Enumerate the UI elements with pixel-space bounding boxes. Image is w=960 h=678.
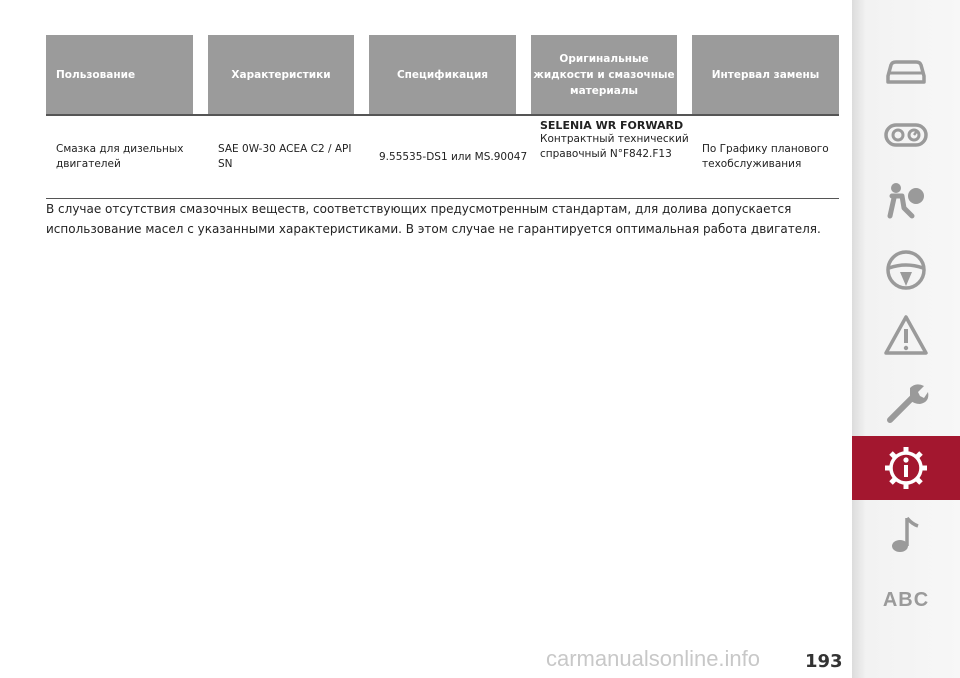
watermark: carmanualsonline.info [546,646,761,671]
cell-interval: По Графику планового техобслуживания [702,143,829,170]
sidebar-item-multimedia[interactable] [852,502,960,566]
header-interval: Интервал замены [692,35,839,114]
steering-wheel-icon [882,246,930,294]
sidebar-item-car[interactable] [852,38,960,102]
cell-characteristics: SAE 0W-30 ACEA C2 / API SN [218,143,352,170]
fluids-table [46,35,839,199]
wrench-icon [882,378,930,426]
music-note-icon [882,510,930,558]
header-specification: Спецификация [369,35,516,114]
index-label: ABC [882,588,930,611]
table-header [46,35,839,114]
header-original-fluids: Оригинальные жидкости и смазочные материалы [531,35,677,114]
page-number: 193 [805,651,843,672]
sidebar-item-emergency[interactable] [852,303,960,367]
car-icon [882,46,930,94]
sidebar-item-index[interactable] [852,568,960,632]
cell-specification: 9.55535-DS1 или MS.90047 [379,150,528,163]
sidebar-item-driving[interactable] [852,238,960,302]
table-row [46,116,839,198]
note-paragraph: В случае отсутствия смазочных веществ, соответствующих предусмотренным стандартам, для долива допускается использование масел с указанными характеристиками. В этом случае не гарантируется оптимальная работа двигателя. [46,202,821,236]
sidebar-item-maintenance[interactable] [852,370,960,434]
header-usage: Пользование [46,35,193,114]
fluid-name: SELENIA WR FORWARD [540,119,684,132]
fluid-detail: Контрактный технический справочный N°F842.F13 [540,133,689,160]
gear-info-icon [882,444,930,492]
cell-usage: Смазка для дизельных двигателей [56,143,184,170]
dashboard-icon [882,111,930,159]
cell-original-fluid [531,116,692,162]
sidebar-item-dashboard[interactable] [852,103,960,167]
sidebar-item-technical-data[interactable] [852,436,960,500]
header-characteristics: Характеристики [208,35,354,114]
chapter-sidebar [852,0,960,678]
airbag-icon [882,176,930,224]
warning-triangle-icon [882,311,930,359]
sidebar-item-safety[interactable] [852,168,960,232]
